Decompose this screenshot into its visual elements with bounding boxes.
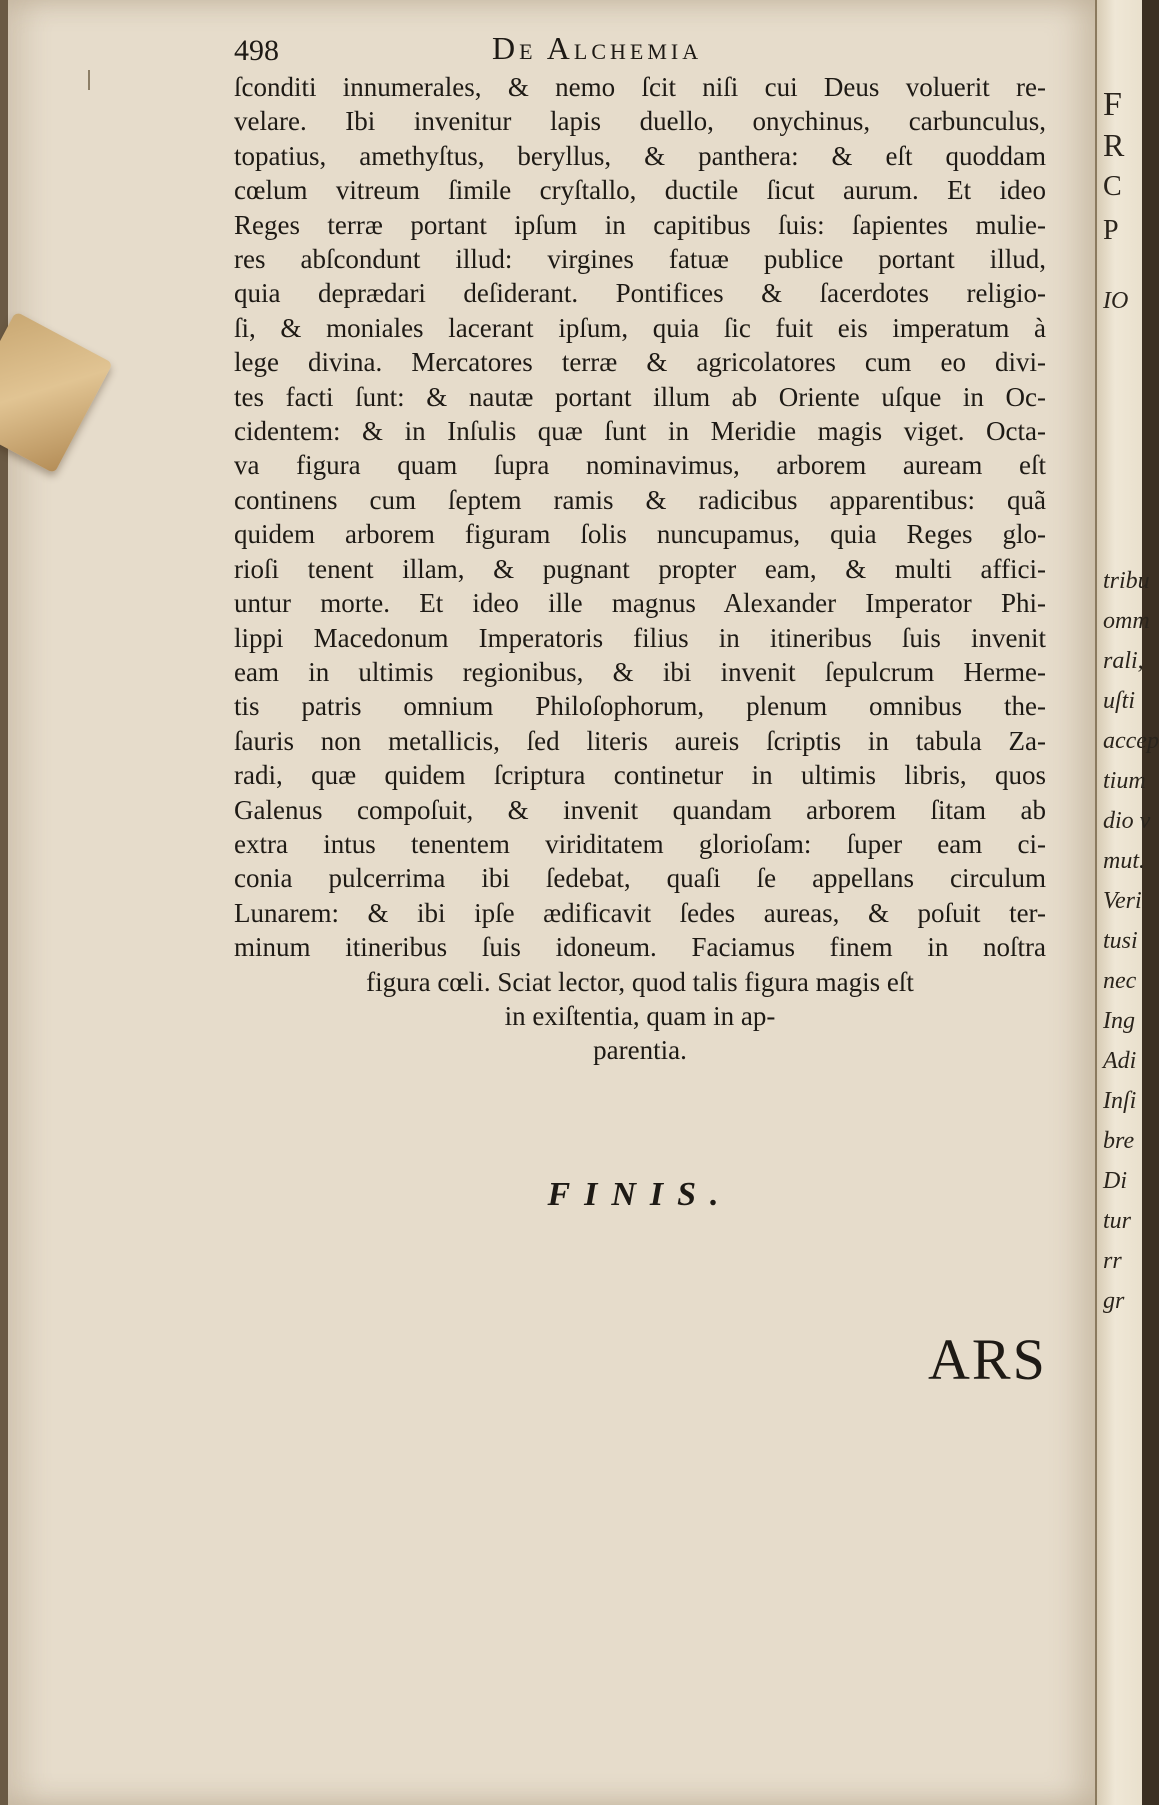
closing-line: parentia. — [593, 1035, 687, 1066]
facing-fragment: tusi — [1103, 928, 1138, 954]
text-line: ſconditi innumerales, & nemo ſcit niſi cui Deus voluerit re- — [234, 72, 1046, 102]
text-line: Reges terræ portant ipſum in capitibus ſuis: ſapientes mulie- — [234, 209, 1046, 240]
text-line: conia pulcerrima ibi ſedebat, quaſi ſe appellans circulum — [234, 863, 1046, 894]
catchword: ARS — [928, 1327, 1047, 1392]
page-header — [234, 30, 1054, 74]
facing-fragment: tium — [1103, 768, 1146, 794]
facing-fragment: nec — [1103, 968, 1137, 994]
text-line: untur morte. Et ideo ille magnus Alexander Imperator Phi- — [234, 588, 1046, 619]
facing-fragment: mut. — [1103, 848, 1145, 874]
facing-fragment: rr — [1103, 1248, 1122, 1274]
facing-page-fragments — [1103, 0, 1159, 1316]
facing-fragment: tribu — [1103, 568, 1150, 594]
facing-fragment: omm — [1103, 608, 1150, 634]
facing-fragment: F — [1103, 86, 1122, 123]
facing-fragment: IO — [1103, 288, 1129, 314]
facing-fragment: C — [1103, 171, 1122, 202]
facing-fragment: Inſi — [1103, 1088, 1137, 1114]
facing-fragment: tur — [1103, 1208, 1132, 1234]
text-line: ſauris non metallicis, ſed literis aureis ſcriptis in tabula Za- — [234, 725, 1046, 756]
running-head: De Alchemia — [492, 30, 703, 66]
closing-line: figura cœli. Sciat lector, quod talis figura magis eſt — [366, 966, 914, 997]
text-line: radi, quæ quidem ſcriptura continetur in ultimis libris, quos — [234, 760, 1046, 791]
facing-fragment: dio v — [1103, 808, 1151, 834]
text-line: quidem arborem figuram ſolis nuncupamus, quia Reges glo- — [234, 519, 1046, 550]
facing-fragment: rali, — [1103, 648, 1144, 674]
facing-fragment: Adi — [1103, 1048, 1137, 1074]
text-line: va figura quam ſupra nominavimus, arborem auream eſt — [234, 450, 1046, 481]
text-line: res abſcondunt illud: virgines fatuæ publice portant illud, — [234, 244, 1046, 275]
text-line: cœlum vitreum ſimile cryſtallo, ductile ſicut aurum. Et ideo — [234, 175, 1046, 206]
finis-mark: FINIS. — [547, 1176, 733, 1213]
closing-line: in exiſtentia, quam in ap- — [504, 1000, 776, 1031]
text-line: rioſi tenent illam, & pugnant propter eam, & multi affici- — [234, 553, 1046, 584]
text-line: lippi Macedonum Imperatoris filius in itineribus ſuis invenit — [234, 622, 1046, 653]
facing-fragment: Di — [1103, 1168, 1127, 1194]
text-line: minum itineribus ſuis idoneum. Faciamus finem in noſtra — [234, 932, 1046, 963]
main-text-block — [234, 70, 1046, 1068]
facing-fragment: R — [1103, 127, 1125, 163]
text-line: quia deprædari deſiderant. Pontifices & ſacerdotes religio- — [234, 278, 1046, 309]
text-line: topatius, amethyſtus, beryllus, & panthera: & eſt quoddam — [234, 140, 1046, 171]
facing-fragment: P — [1103, 215, 1119, 246]
text-line: Galenus compoſuit, & invenit quandam arborem ſitam ab — [234, 794, 1046, 825]
text-line: velare. Ibi invenitur lapis duello, onychinus, carbunculus, — [234, 106, 1046, 137]
text-line: tis patris omnium Philoſophorum, plenum omnibus the- — [234, 691, 1046, 722]
page-number: 498 — [234, 34, 279, 67]
text-line: Lunarem: & ibi ipſe ædificavit ſedes aureas, & poſuit ter- — [234, 897, 1046, 928]
facing-fragment: Veri — [1103, 888, 1142, 914]
text-line: extra intus tenentem viriditatem glorioſam: ſuper eam ci- — [234, 828, 1046, 859]
facing-fragment: accep — [1103, 728, 1159, 754]
text-line: continens cum ſeptem ramis & radicibus apparentibus: quã — [234, 484, 1046, 515]
paper-mark — [88, 70, 90, 90]
text-line: ſi, & moniales lacerant ipſum, quia ſic fuit eis imperatum à — [234, 312, 1046, 343]
text-line: cidentem: & in Inſulis quæ ſunt in Meridie magis viget. Octa- — [234, 416, 1046, 447]
text-line: tes facti ſunt: & nautæ portant illum ab Oriente uſque in Oc- — [234, 381, 1046, 412]
facing-fragment: gr — [1103, 1288, 1125, 1314]
text-line: lege divina. Mercatores terræ & agricolatores cum eo divi- — [234, 347, 1046, 378]
facing-page-edge — [1095, 0, 1159, 1805]
facing-fragment: uſti — [1103, 688, 1136, 714]
facing-fragment: Ing — [1103, 1008, 1135, 1034]
facing-fragment: bre — [1103, 1128, 1135, 1154]
text-line: eam in ultimis regionibus, & ibi invenit ſepulcrum Herme- — [234, 656, 1046, 687]
